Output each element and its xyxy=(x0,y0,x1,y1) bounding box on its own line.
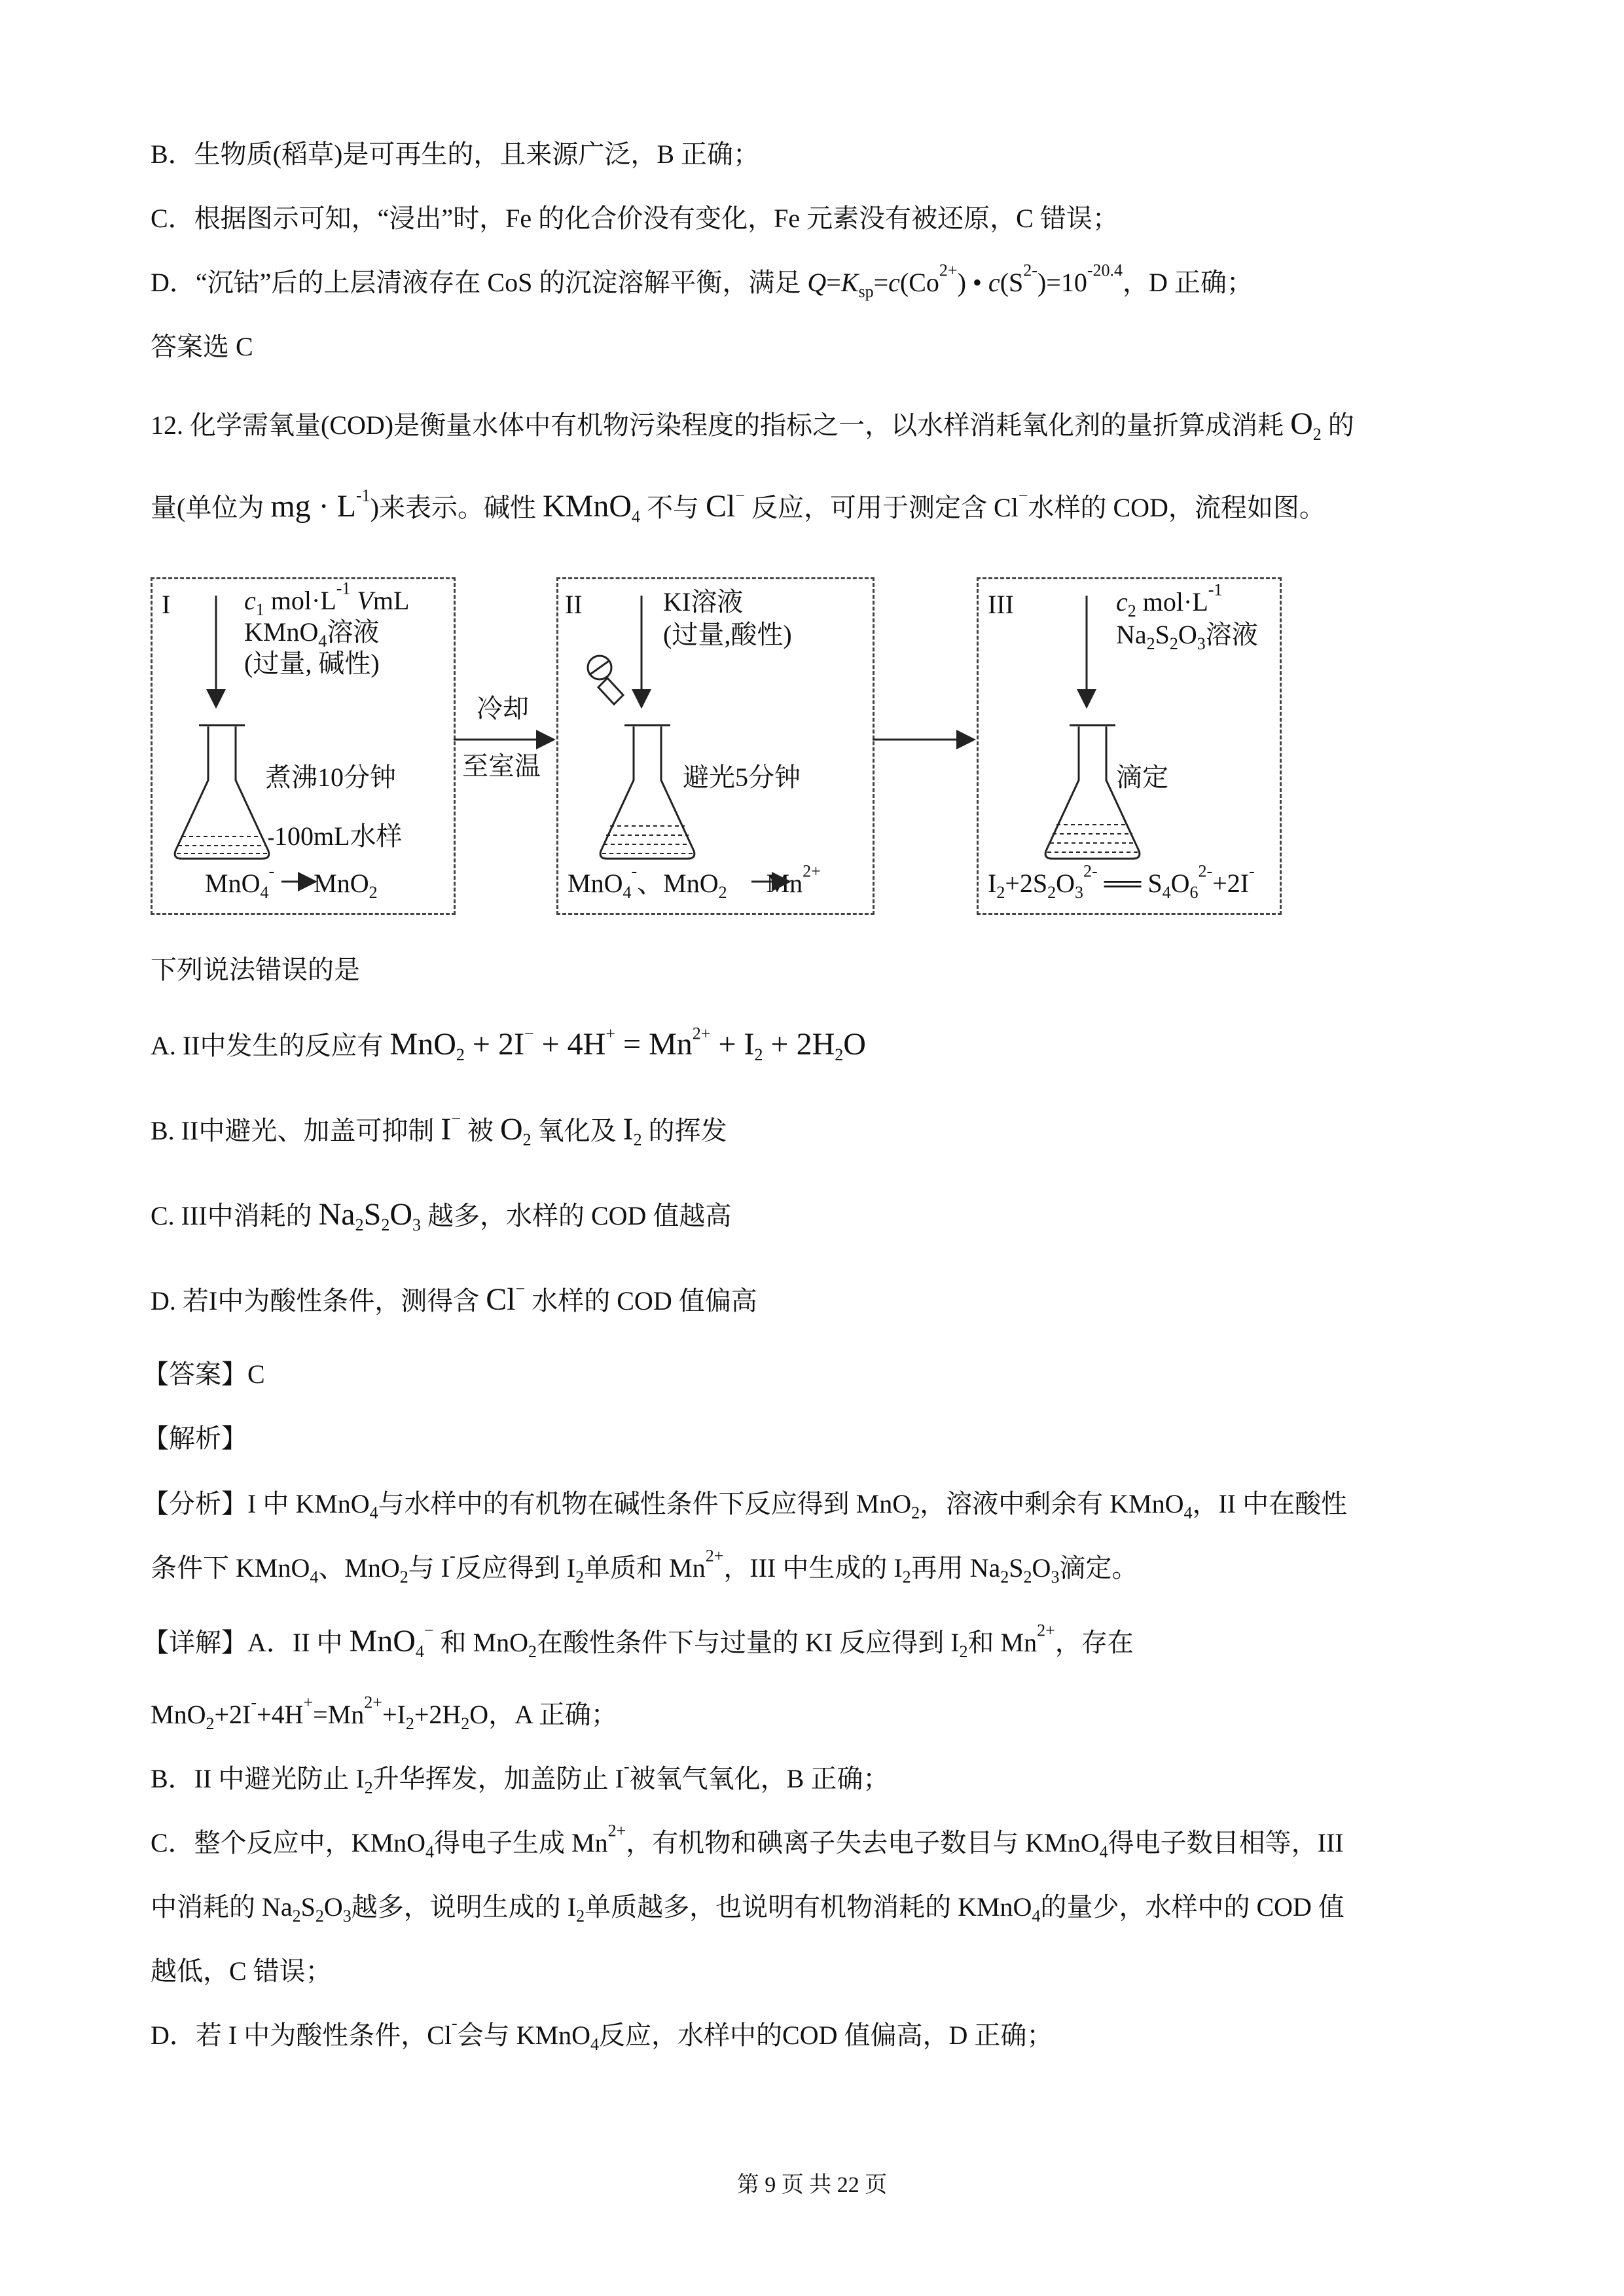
option-b-explanation: B．生物质(稻草)是可再生的，且来源广泛，B 正确； xyxy=(151,139,759,169)
step-3-reagent-name: $Na_2S_2O_3$溶液 xyxy=(1116,620,1258,654)
step-2-dark-label: 避光5分钟 xyxy=(683,762,801,792)
step-2-reagent-cond: (过量,酸性) xyxy=(663,620,792,649)
diagram-graphics xyxy=(0,0,1624,982)
step-2-reaction: MnO$_4$-、MnO$_2$ $Mn^{2+}$ xyxy=(568,861,821,903)
detail-line-3: B．II 中避光防止 $I_2$升华挥发，加盖防止 I-被氧气氧化，B 正确； xyxy=(151,1757,890,1798)
step-3-number: III xyxy=(988,590,1014,619)
transfer-label-room-temp: 至室温 xyxy=(462,751,541,781)
detail-line-5: 中消耗的 $Na_2S_2O_3$越多，说明生成的 $I_2$单质越多，也说明有机物消耗的 KMnO$_4$的量少，水样中的 COD 值 xyxy=(151,1892,1344,1926)
detail-line-7: D．若 I 中为酸性条件，Cl-会与 KMnO$_4$反应，水样中的COD 值偏高，D 正确； xyxy=(151,2013,1053,2054)
step-1-number: I xyxy=(162,590,171,619)
step-1-sample-label: 100mL水样 xyxy=(274,821,403,851)
detail-line-1: 【详解】A．II 中 MnO$_4$− 和 MnO$_2$在酸性条件下与过量的 KI 反应得到 $I_2$和 $Mn^{2+}$，存在 xyxy=(143,1621,1134,1662)
option-a: A. II中发生的反应有 $MnO_2 + 2I^- + 4H^+ = Mn^{2+} + I_2 + 2H_2O$ xyxy=(151,1024,866,1065)
step-2-reagent-name: KI溶液 xyxy=(663,587,744,617)
option-c: C. III中消耗的 $Na_2S_2O_3$ 越多，水样的 COD 值越高 xyxy=(151,1197,732,1235)
step-1-reaction: MnO$_4$- MnO$_2$ xyxy=(205,861,378,903)
step-3-equation: $I_2+2S_2O_3^{2-}$ ══ $S_4O_6^{2-}+2I^-$ xyxy=(988,861,1255,903)
page-footer: 第 9 页 共 22 页 xyxy=(736,2173,888,2197)
detail-line-6: 越低，C 错误； xyxy=(151,1956,332,1986)
step-3-reagent-conc: $c_2$ $mol\cdot L^{-1}$ xyxy=(1116,580,1223,621)
answer-prev: 答案选 C xyxy=(151,332,253,361)
step-2-number: II xyxy=(565,590,583,619)
option-b: B. II中避光、加盖可抑制 I− 被 $O_2$ 氧化及 $I_2$ 的挥发 xyxy=(151,1109,727,1150)
step-2-flask-icon xyxy=(600,725,695,859)
transfer-label-cool: 冷却 xyxy=(477,694,529,723)
question-12-line-2: 量(单位为 mg · $L^{-1}$)来表示。碱性 KMnO$_4$ 不与 Cl− 反应，可用于测定含 Cl−水样的 COD，流程如图。 xyxy=(151,486,1326,527)
answer-label: 【答案】C xyxy=(143,1359,265,1389)
step-1-flask-icon xyxy=(175,725,274,859)
analysis-line-2: 条件下 KMnO$_4$、MnO$_2$与 I-反应得到 $I_2$单质和 $Mn^{2+}$，III 中生成的 $I_2$再用 $Na_2S_2O_3$滴定。 xyxy=(151,1546,1138,1587)
option-d-explanation: D．“沉钴”后的上层清液存在 CoS 的沉淀溶解平衡，满足 $Q=K_{sp}=c(Co^{2+})$ • $c(S^{2-})=10^{-20.4}$，D 正确； xyxy=(151,260,1253,302)
analysis-title: 【解析】 xyxy=(143,1424,247,1453)
detail-line-2: $MnO_2+2I^-+4H^+=Mn^{2+}+I_2+2H_2O$，A 正确； xyxy=(151,1693,617,1734)
option-d: D. 若I中为酸性条件，测得含 Cl− 水样的 COD 值偏高 xyxy=(151,1279,757,1317)
step-1-reagent-cond: (过量, 碱性) xyxy=(244,649,380,678)
step-1-reagent-conc: $c_1$ $mol\cdot L^{-1}$ VmL xyxy=(244,579,410,620)
step-3-titrate-label: 滴定 xyxy=(1116,762,1168,792)
question-prompt: 下列说法错误的是 xyxy=(151,955,360,984)
detail-line-4: C．整个反应中，KMnO$_4$得电子生成 $Mn^{2+}$，有机物和碘离子失去电子数目与 KMnO$_4$得电子数目相等，III xyxy=(151,1821,1344,1862)
step-3-flask-icon xyxy=(1045,725,1140,859)
analysis-line-1: 【分析】I 中 KMnO$_4$与水样中的有机物在碱性条件下反应得到 MnO$_2$，溶液中剩余有 KMnO$_4$，II 中在酸性 xyxy=(143,1489,1348,1523)
step-1-boil-label: 煮沸10分钟 xyxy=(265,762,396,792)
question-12-line-1: 12. 化学需氧量(COD)是衡量水体中有机物污染程度的指标之一，以水样消耗氧化剂的量折算成消耗 $O_2$ 的 xyxy=(151,406,1354,444)
stopper-icon xyxy=(588,656,623,704)
step-1-reagent-name: KMnO$_4$溶液 xyxy=(244,617,380,651)
option-c-explanation: C．根据图示可知，“浸出”时，Fe 的化合价没有变化，Fe 元素没有被还原，C 错误； xyxy=(151,204,1119,233)
